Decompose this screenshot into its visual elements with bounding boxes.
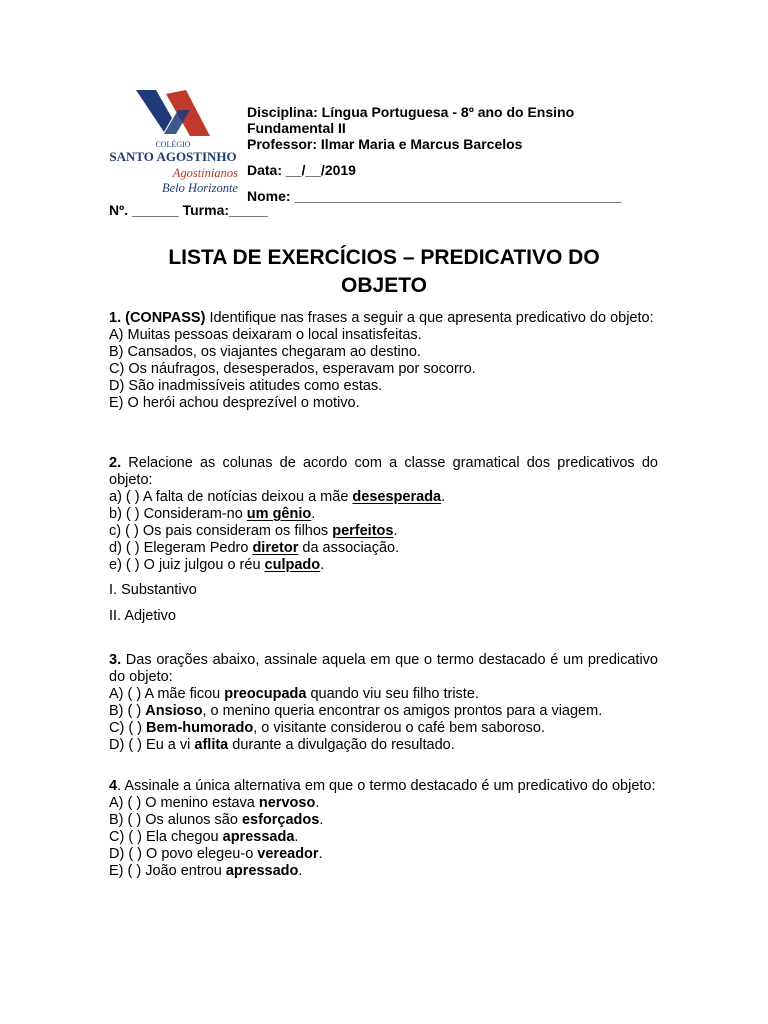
q2-item-c-post: . [393, 523, 398, 539]
q3-option-c-term: Bem-humorado [146, 720, 254, 736]
question-2 [109, 455, 658, 574]
q2-item-e-post: . [320, 557, 325, 573]
q2-item-b[interactable] [109, 506, 658, 523]
q3-option-d-text: D) ( ) Eu a vi [109, 737, 195, 753]
nome-field[interactable]: Nome: __________________________________________ [247, 188, 622, 204]
q4-option-b-term: esforçados [241, 812, 320, 828]
q2-item-d-post: da associação. [298, 540, 400, 556]
question-1-stem [109, 310, 658, 327]
logo-line-name: SANTO AGOSTINHO [109, 149, 237, 164]
q4-option-c-text: C) ( ) Ela chegou [109, 829, 223, 845]
q4-option-c-term: apressada [222, 829, 295, 845]
q2-item-d-text: d) ( ) Elegeram Pedro [109, 540, 253, 556]
q3-option-c-post: , o visitante considerou o café bem saboroso. [253, 720, 545, 736]
q4-option-c-post: . [294, 829, 299, 845]
q4-option-a[interactable] [109, 795, 658, 812]
q4-option-a-text: A) ( ) O menino estava [109, 795, 259, 811]
professor-line: Professor: Ilmar Maria e Marcus Barcelos [247, 136, 523, 152]
disciplina-line-2: Fundamental II [247, 120, 346, 136]
q4-option-c[interactable] [109, 829, 658, 846]
q4-option-a-post: . [315, 795, 320, 811]
q3-option-d-term: aflita [194, 737, 229, 753]
q2-item-b-post: . [311, 506, 316, 522]
q4-option-b-post: . [319, 812, 324, 828]
question-3-stem [109, 652, 658, 686]
q1-option-e[interactable]: E) O herói achou desprezível o motivo. [109, 395, 360, 411]
question-3-text: Das orações abaixo, assinale aquela em que o termo destacado é um predicativo do objeto: [109, 652, 658, 685]
q4-option-d-text: D) ( ) O povo elegeu-o [109, 846, 258, 862]
q4-option-e-text: E) ( ) João entrou [109, 863, 226, 879]
q2-item-a-text: a) ( ) A falta de notícias deixou a mãe [109, 489, 353, 505]
question-4-stem [109, 778, 658, 795]
question-4-number: 4 [109, 778, 118, 794]
logo-line-colegio: COLÉGIO [155, 140, 191, 149]
q3-option-a-post: quando viu seu filho triste. [306, 686, 479, 702]
numero-turma-field[interactable]: Nº. ______ Turma:_____ [109, 202, 268, 218]
question-1-number: 1. (CONPASS) [109, 310, 206, 326]
question-1-text: Identifique nas frases a seguir a que apresenta predicativo do objeto: [205, 310, 654, 326]
q3-option-d[interactable] [109, 737, 658, 754]
q4-option-d-term: vereador [257, 846, 319, 862]
q2-item-d[interactable] [109, 540, 658, 557]
question-2-text: Relacione as colunas de acordo com a classe gramatical dos predicativos do objeto: [109, 455, 658, 488]
q1-option-d[interactable]: D) São inadmissíveis atitudes como estas. [109, 378, 383, 394]
question-3-number: 3. [109, 652, 122, 668]
question-2-number: 2. [109, 455, 122, 471]
logo-line-city: Belo Horizonte [161, 181, 238, 195]
q2-item-b-term: um gênio [246, 506, 312, 522]
q2-column-substantivo: I. Substantivo [109, 582, 197, 598]
q4-option-b[interactable] [109, 812, 658, 829]
title-line-2: OBJETO [341, 274, 427, 297]
q4-option-e-post: . [298, 863, 303, 879]
q2-item-e[interactable] [109, 557, 658, 574]
q2-column-adjetivo: II. Adjetivo [109, 608, 176, 624]
question-3 [109, 652, 658, 754]
q4-option-b-text: B) ( ) Os alunos são [109, 812, 242, 828]
q3-option-a[interactable] [109, 686, 658, 703]
title-line-1: LISTA DE EXERCÍCIOS – PREDICATIVO DO [168, 246, 600, 269]
q2-item-c-term: perfeitos [332, 523, 394, 539]
q1-option-b[interactable]: B) Cansados, os viajantes chegaram ao destino. [109, 344, 421, 360]
q2-item-b-text: b) ( ) Consideram-no [109, 506, 247, 522]
q2-item-a-term: desesperada [352, 489, 442, 505]
q1-option-a[interactable]: A) Muitas pessoas deixaram o local insatisfeitas. [109, 327, 422, 343]
q2-item-e-text: e) ( ) O juiz julgou o réu [109, 557, 265, 573]
q3-option-b[interactable] [109, 703, 658, 720]
q3-option-c-text: C) ( ) [109, 720, 147, 736]
data-field[interactable]: Data: __/__/2019 [247, 162, 356, 178]
q2-item-a[interactable] [109, 489, 658, 506]
q4-option-e[interactable] [109, 863, 658, 880]
q3-option-b-post: , o menino queria encontrar os amigos prontos para a viagem. [202, 703, 603, 719]
q3-option-c[interactable] [109, 720, 658, 737]
logo-line-agostinianos: Agostinianos [172, 166, 238, 180]
school-emblem-icon [134, 88, 212, 138]
q3-option-a-term: preocupada [224, 686, 307, 702]
question-1 [109, 310, 658, 412]
q2-item-c[interactable] [109, 523, 658, 540]
q3-option-b-text: B) ( ) [109, 703, 146, 719]
school-logo [108, 88, 238, 198]
q4-option-a-term: nervoso [258, 795, 316, 811]
q1-option-c[interactable]: C) Os náufragos, desesperados, esperavam por socorro. [109, 361, 476, 377]
q4-option-d-post: . [318, 846, 323, 862]
q3-option-d-post: durante a divulgação do resultado. [228, 737, 455, 753]
q2-item-d-term: diretor [252, 540, 299, 556]
q2-item-c-text: c) ( ) Os pais consideram os filhos [109, 523, 333, 539]
q2-item-e-term: culpado [264, 557, 321, 573]
q4-option-e-term: apressado [225, 863, 299, 879]
question-4-text: . Assinale a única alternativa em que o termo destacado é um predicativo do objeto: [117, 778, 656, 794]
question-2-stem [109, 455, 658, 489]
q2-item-a-post: . [441, 489, 446, 505]
q3-option-b-term: Ansioso [145, 703, 203, 719]
q3-option-a-text: A) ( ) A mãe ficou [109, 686, 225, 702]
page-title [0, 244, 768, 300]
question-4 [109, 778, 658, 880]
disciplina-line-1: Disciplina: Língua Portuguesa - 8º ano do Ensino [247, 104, 575, 120]
q4-option-d[interactable] [109, 846, 658, 863]
